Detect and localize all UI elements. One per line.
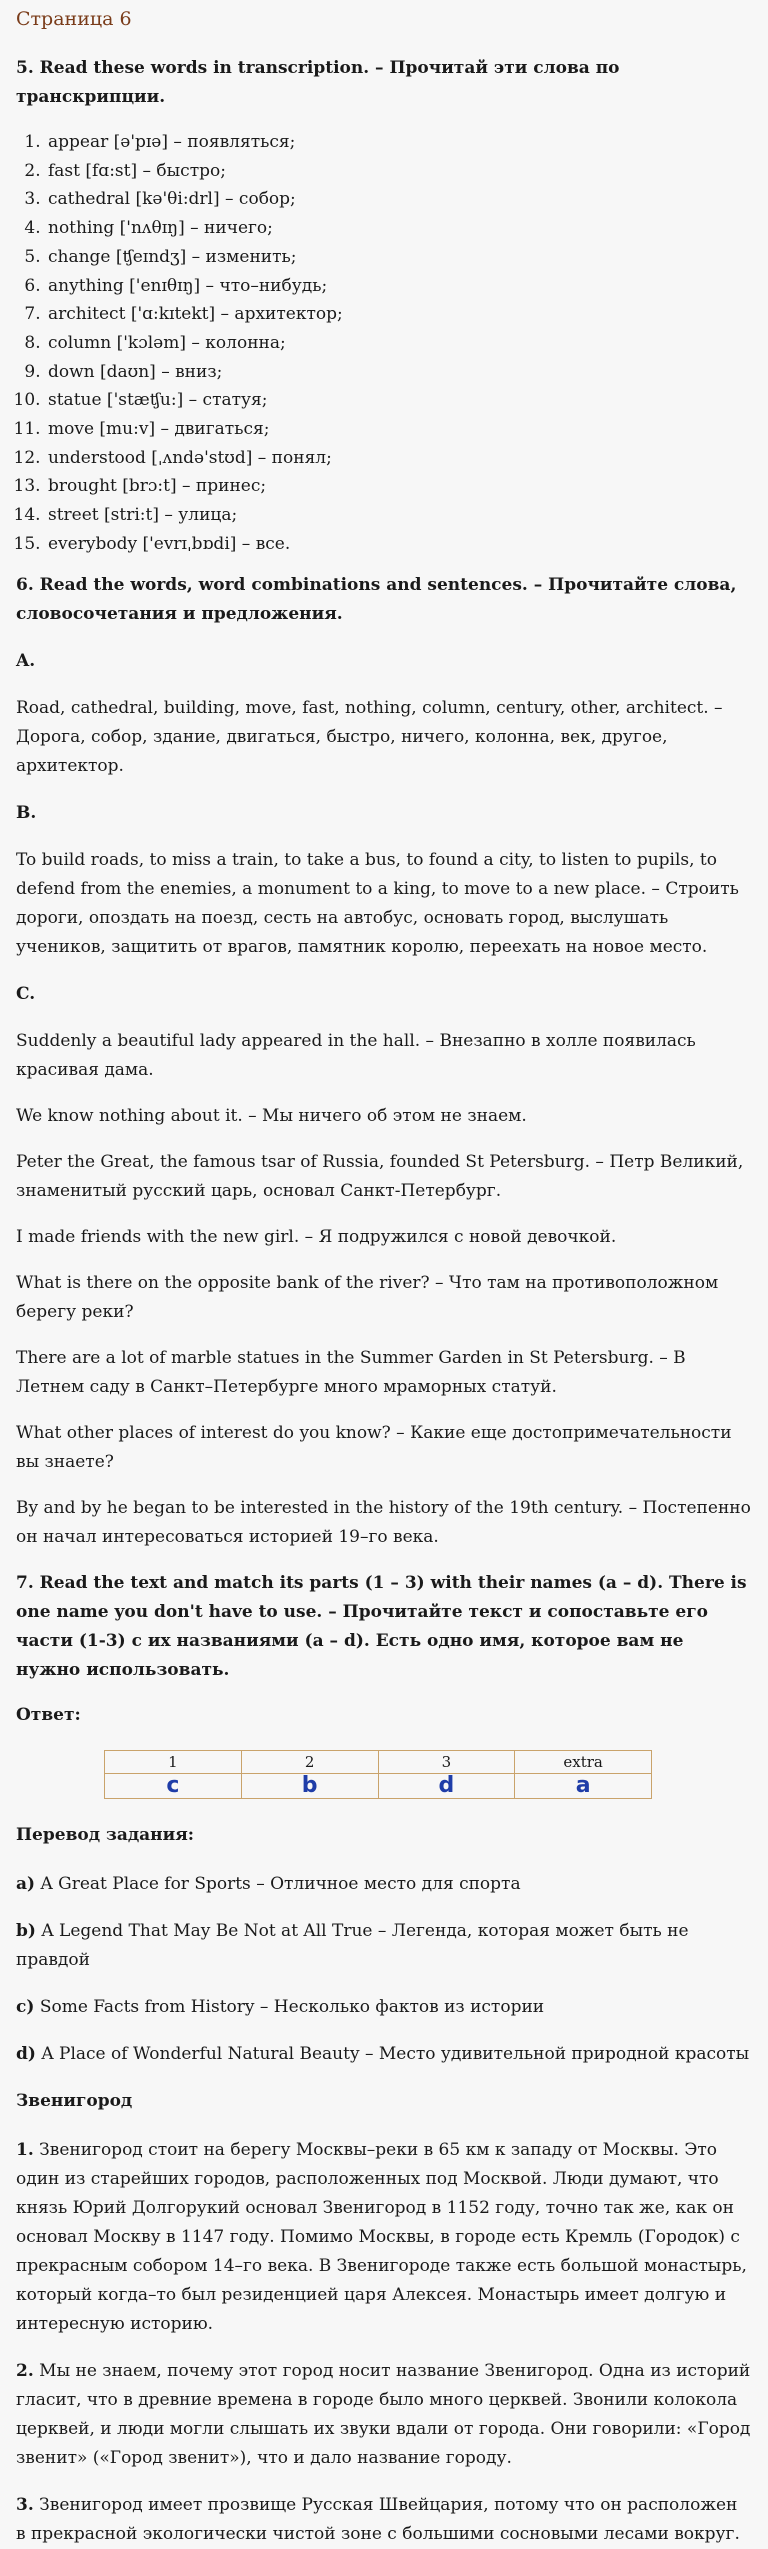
paragraph-number: 1. xyxy=(16,2139,34,2160)
answer-table-header-cell: 1 xyxy=(105,1750,242,1773)
list-item: 15. everybody ['evrɪˌbɒdi] – все. xyxy=(46,530,752,559)
answer-table-answer-row xyxy=(105,1773,652,1798)
sentence: I made friends with the new girl. – Я подружился с новой девочкой. xyxy=(16,1226,617,1247)
option-text: A Place of Wonderful Natural Beauty – Место удивительной природной красоты xyxy=(41,2043,750,2064)
list-item: 7. architect ['ɑ:kɪtekt] – архитектор; xyxy=(46,300,752,329)
option-a xyxy=(16,1870,752,1899)
text-paragraph xyxy=(16,2136,752,2339)
text-title: Звенигород xyxy=(16,2090,133,2111)
sentence: What other places of interest do you know? – Какие еще достопримечательности вы знаете? xyxy=(16,1422,732,1472)
option-text: A Great Place for Sports – Отличное место для спорта xyxy=(40,1873,521,1894)
list-item: 14. street [stri:t] – улица; xyxy=(46,501,752,530)
answer-table-answer-cell: a xyxy=(515,1773,652,1798)
section-c-label: C. xyxy=(16,983,36,1004)
answer-table-answer-cell: b xyxy=(241,1773,378,1798)
option-text: Some Facts from History – Несколько фактов из истории xyxy=(39,1996,545,2017)
section-a-text: Road, cathedral, building, move, fast, nothing, column, century, other, architect. – Дорога, собор, здание, двигаться, быстро, ничего, колонна, век, другое, архитектор. xyxy=(16,697,723,776)
text-paragraph xyxy=(16,2357,752,2473)
paragraph-text: Звенигород стоит на берегу Москвы–реки в 65 км к западу от Москвы. Это один из старейших городов, расположенных под Москвой. Люди думают, что князь Юрий Долгорукий основал Звенигород в 1152 году, точно так же, как он основал Москву в 1147 году. Помимо Москвы, в городе есть Кремль (Городок) с прекрасным собором 14–го века. В Звенигороде также есть большой монастырь, который когда–то был резиденцией царя Алексея. Монастырь имеет долгую и интересную историю. xyxy=(16,2139,747,2334)
sentence: Peter the Great, the famous tsar of Russia, founded St Petersburg. – Петр Великий, знаменитый русский царь, основал Санкт-Петербург. xyxy=(16,1151,744,1201)
answer-table xyxy=(104,1750,652,1799)
list-item: 9. down [daʊn] – вниз; xyxy=(46,358,752,387)
list-item: 2. fast [fɑ:st] – быстро; xyxy=(46,157,752,186)
answer-table-answer-cell: c xyxy=(105,1773,242,1798)
list-item: 11. move [mu:v] – двигаться; xyxy=(46,415,752,444)
list-item: 3. cathedral [kə'θi:drl] – собор; xyxy=(46,185,752,214)
sentence: There are a lot of marble statues in the Summer Garden in St Petersburg. – В Летнем саду в Санкт–Петербурге много мраморных статуй. xyxy=(16,1347,686,1397)
sentence: What is there on the opposite bank of the river? – Что там на противоположном берегу реки? xyxy=(16,1272,719,1322)
section-a-label: A. xyxy=(16,650,36,671)
sentence: We know nothing about it. – Мы ничего об этом не знаем. xyxy=(16,1105,527,1126)
paragraph-number: 2. xyxy=(16,2360,34,2381)
paragraph-number: 3. xyxy=(16,2494,34,2515)
page-label: Страница 6 xyxy=(16,8,132,30)
sentence: By and by he began to be interested in the history of the 19th century. – Постепенно он начал интересоваться историей 19–го века. xyxy=(16,1497,751,1547)
list-item: 13. brought [brɔ:t] – принес; xyxy=(46,472,752,501)
option-b xyxy=(16,1917,752,1975)
exercise-6-title: 6. Read the words, word combinations and sentences. – Прочитайте слова, словосочетания и предложения. xyxy=(16,574,737,624)
list-item: 5. change [ʧeɪndʒ] – изменить; xyxy=(46,243,752,272)
option-letter: c) xyxy=(16,1996,35,2017)
exercise-7-title: 7. Read the text and match its parts (1 – 3) with their names (a – d). There is one name you don't have to use. – Прочитайте текст и сопоставьте его части (1-3) с их названиями (a – d). Есть одно имя, которое вам не нужно использовать. xyxy=(16,1572,747,1680)
paragraph-text: Мы не знаем, почему этот город носит название Звенигород. Одна из историй гласит, что в древние времена в городе было много церквей. Звонили колокола церквей, и люди могли слышать их звуки вдали от города. Они говорили: «Город звенит» («Город звенит»), что и дало название городу. xyxy=(16,2360,751,2468)
list-item: 6. anything ['enɪθɪŋ] – что–нибудь; xyxy=(46,272,752,301)
list-item: 8. column ['kɔləm] – колонна; xyxy=(46,329,752,358)
option-letter: a) xyxy=(16,1873,36,1894)
exercise-5-title: 5. Read these words in transcription. – Прочитай эти слова по транскрипции. xyxy=(16,58,620,107)
option-letter: d) xyxy=(16,2043,36,2064)
list-item: 10. statue ['stæʧu:] – статуя; xyxy=(46,386,752,415)
list-item: 4. nothing ['nʌθɪŋ] – ничего; xyxy=(46,214,752,243)
list-item: 12. understood [ˌʌndə'stʊd] – понял; xyxy=(46,444,752,473)
option-letter: b) xyxy=(16,1920,36,1941)
text-paragraph xyxy=(16,2491,752,2549)
option-text: A Legend That May Be Not at All True – Легенда, которая может быть не правдой xyxy=(16,1920,689,1970)
answer-table-header-cell: extra xyxy=(515,1750,652,1773)
translation-label: Перевод задания: xyxy=(16,1824,195,1845)
answer-table-header-cell: 2 xyxy=(241,1750,378,1773)
section-b-label: B. xyxy=(16,802,37,823)
option-c xyxy=(16,1993,752,2022)
list-item: 1. appear [ə'pɪə] – появляться; xyxy=(46,128,752,157)
section-b-text: To build roads, to miss a train, to take a bus, to found a city, to listen to pupils, to defend from the enemies, a monument to a king, to move to a new place. – Строить дороги, опоздать на поезд, сесть на автобус, основать город, выслушать учеников, защитить от врагов, памятник королю, переехать на новое место. xyxy=(16,849,739,957)
sentence: Suddenly a beautiful lady appeared in the hall. – Внезапно в холле появилась красивая дама. xyxy=(16,1030,696,1080)
option-d xyxy=(16,2040,752,2069)
answer-label: Ответ: xyxy=(16,1704,81,1725)
answer-table-answer-cell: d xyxy=(378,1773,515,1798)
answer-table-header-row xyxy=(105,1750,652,1773)
transcription-word-list xyxy=(16,128,752,559)
paragraph-text: Звенигород имеет прозвище Русская Швейцария, потому что он расположен в прекрасной экологически чистой зоне с большими сосновыми лесами вокруг. xyxy=(16,2494,740,2544)
answer-table-header-cell: 3 xyxy=(378,1750,515,1773)
